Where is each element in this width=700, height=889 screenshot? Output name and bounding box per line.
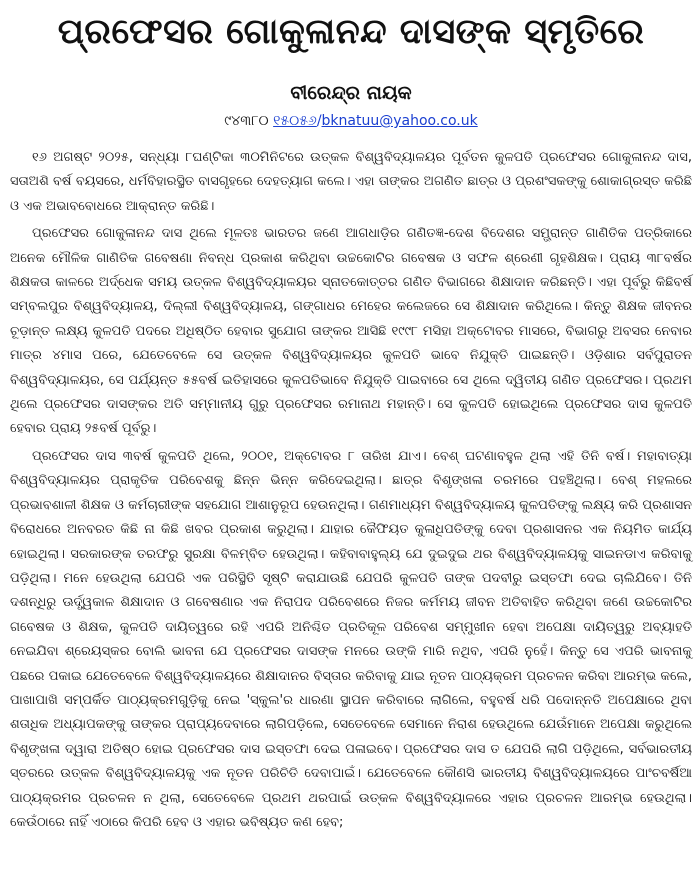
phone-number-part2: ୧୫୦୫୬ — [273, 113, 317, 129]
paragraph-2: ପ୍ରଫେସର ଗୋକୁଳାନନ୍ଦ ଦାସ ଥିଲେ ମୂଳତଃ ଭାରତର ଜଣେ ଆଗଧାଡ଼ିର ଗଣିତଜ୍ଞ-ଦେଶ ବିଦେଶର ସମ୍ଭ୍ରାନ୍ତ ଗାଣିତିକ ପତ୍ରିକାରେ ଅନେକ ମୌଳିକ ଗାଣିତିକ ଗବେଷଣା ନିବନ୍ଧ ପ୍ରକାଶ କରିଥିବା ଉଚ୍ଚକୋଟିର ଗବେଷକ ଓ ସଫଳ ଶ୍ରେଣୀ ଗୃହଶିକ୍ଷକ। ପ୍ରାୟ ୩୮ବର୍ଷର ଶିକ୍ଷକତା କାଳରେ ଅର୍ଦ୍ଧେକ ସମୟ ଉତ୍କଳ ବିଶ୍ୱବିଦ୍ୟାଳୟର ସ୍ନାତକୋତ୍ତର ଗଣିତ ବିଭାଗରେ ଶିକ୍ଷାଦାନ କରିଛନ୍ତି। ଏହା ପୂର୍ବରୁ କିଛିବର୍ଷ ସମ୍ବଲପୁର ବିଶ୍ୱବିଦ୍ୟାଳୟ, ଦିଲ୍ଲୀ ବିଶ୍ୱବିଦ୍ୟାଳୟ, ଗଙ୍ଗାଧର ମେହେର କଲେଜରେ ସେ ଶିକ୍ଷାଦାନ କରିଥିଲେ। କିନ୍ତୁ ଶିକ୍ଷକ ଜୀବନର ଚୂଡ଼ାନ୍ତ ଲକ୍ଷ୍ୟ କୁଳପତି ପଦରେ ଅଧିଷ୍ଠିତ ହେବାର ସୁଯୋଗ ତାଙ୍କର ଆସିଛି ୧୯୯୮ ମସିହା ଅକ୍ଟୋବର ମାସରେ, ବିଭାଗରୁ ଅବସର ନେବାର ମାତ୍ର ୪ମାସ ପରେ, ଯେତେବେଳେ ସେ ଉତ୍କଳ ବିଶ୍ୱବିଦ୍ୟାଳୟର କୁଳପତି ଭାବେ ନିଯୁକ୍ତି ପାଇଛନ୍ତି। ଓଡ଼ିଶାର ସର୍ବପୁରାତନ ବିଶ୍ୱବିଦ୍ୟାଳୟର, ସେ ପର୍ଯ୍ୟନ୍ତ ୫୫ବର୍ଷ ଇତିହାସରେ କୁଳପତିଭାବେ ନିଯୁକ୍ତି ପାଇବାରେ ସେ ଥିଲେ ଦ୍ୱିତୀୟ ଗଣିତ ପ୍ରଫେସର। ପ୍ରଥମ ଥିଲେ ପ୍ରଫେସର ଦାସଙ୍କର ଅତି ସମ୍ମାନୀୟ ଗୁରୁ ପ୍ରଫେସର ରମାନାଥ ମହାନ୍ତି। ସେ କୁଳପତି ହୋଇଥିଲେ ପ୍ରଫେସର ଦାସ କୁଳପତି ହେବାର ପ୍ରାୟ ୨୫ବର୍ଷ ପୂର୍ବରୁ। — [10, 226, 692, 437]
author-email-link[interactable]: bknatuu@yahoo.co.uk — [321, 113, 478, 129]
author-contact — [10, 110, 692, 132]
phone-number-part1: ୯୪୩୮୦ — [224, 113, 269, 129]
paragraph-3: ପ୍ରଫେସର ଦାସ ୩ବର୍ଷ କୁଳପତି ଥିଲେ, ୨୦୦୧, ଅକ୍ଟୋବର ୮ ତାରିଖ ଯାଏ। ବେଶ୍ ଘଟଣାବହୁଳ ଥିଲା ଏହି ତିନି ବର୍ଷ। ମହାବାତ୍ୟା ବିଶ୍ୱବିଦ୍ୟାଳୟର ପ୍ରାକୃତିକ ପରିବେଶକୁ ଛିନ୍ନ ଭିନ୍ନ କରିଦେଇଥିଲା। ଛାତ୍ର ବିଶୃଙ୍ଖଳା ଚରମରେ ପହଞ୍ଚିଥିଲା। ବେଶ୍ ମହଲରେ ପ୍ରଭାବଶାଳୀ ଶିକ୍ଷକ ଓ କର୍ମଚାରୀଙ୍କ ସହଯୋଗ ଆଶାନୁରୂପ ହେଉନଥିଲା। ଗଣମାଧ୍ୟମ ବିଶ୍ୱବିଦ୍ୟାଳୟ କୁଳପତିଙ୍କୁ ଲକ୍ଷ୍ୟ କରି ପ୍ରଶାସନ ବିରୋଧରେ ଅନବରତ କିଛି ନା କିଛି ଖବର ପ୍ରକାଶ କରୁଥିଲା। ଯାହାର କୈଫିୟତ କୁଳାଧିପତିଙ୍କୁ ଦେବା ପ୍ରଶାସନର ଏକ ନିୟମିତ କାର୍ଯ୍ୟ ହୋଇଥିଲା। ସରକାରଙ୍କ ତରଫରୁ ସୁରକ୍ଷା ବିଳମ୍ବିତ ହେଉଥିଲା। କହିବାବାହୁଲ୍ୟ ଯେ ଦୁଇଦୁଇ ଥର ବିଶ୍ୱବିଦ୍ୟାଳୟକୁ ସାଇନଡାଏ କରିବାକୁ ପଡ଼ିଥିଲା। ମନେ ହେଉଥିଲା ଯେପରି ଏକ ପରିସ୍ଥିତି ସୃଷ୍ଟି କରାଯାଉଛି ଯେପରି କୁଳପତି ତାଙ୍କ ପଦବୀରୁ ଇସ୍ତଫା ଦେଇ ଚାଲିଯିବେ। ତିନି ଦଶନ୍ଧିରୁ ଊର୍ଦ୍ଧ୍ୱକାଳ ଶିକ୍ଷାଦାନ ଓ ଗବେଷଣାର ଏକ ନିରାପଦ ପରିବେଶରେ ନିଜର କର୍ମମୟ ଜୀବନ ଅତିବାହିତ କରିଥିବା ଜଣେ ଉଚ୍ଚକୋଟିର ଗବେଷକ ଓ ଶିକ୍ଷକ, କୁଳପତି ଦାୟିତ୍ୱରେ ରହି ଏପରି ଅନିଶ୍ଚିତ ପ୍ରତିକୂଳ ପରିବେଶ ସମ୍ମୁଖୀନ ହେବା ଅପେକ୍ଷା ଦାୟିତ୍ୱରୁ ଅବ୍ୟାହତି ନେଇଯିବା ଶ୍ରେୟସ୍କର ବୋଲି ଭାବନା ଯେ ପ୍ରଫେସର ଦାସଙ୍କ ମନରେ ଉଙ୍କି ମାରି ନଥିବ, ଏପରି ନୁହେଁ। କିନ୍ତୁ ସେ ଏପରି ଭାବନାକୁ ପଛରେ ପକାଇ ଯେତେବେଳେ ବିଶ୍ୱବିଦ୍ୟାଳୟରେ ଶିକ୍ଷାଦାନର ବିସ୍ତାର କରିବାକୁ ଯାଇ ନୂତନ ପାଠ୍ୟକ୍ରମ ପ୍ରଚଳନ କରିବା ଆରମ୍ଭ କଲେ, ପାଖାପାଖି ସମ୍ପର୍କିତ ପାଠ୍ୟକ୍ରମଗୁଡ଼ିକୁ ନେଇ 'ସ୍କୁଲ'ର ଧାରଣା ସ୍ଥାପନ କରିବାରେ ଲାଗିଲେ, ବହୁବର୍ଷ ଧରି ପଦୋନ୍ନତି ଅପେକ୍ଷାରେ ଥିବା ଶତାଧିକ ଅଧ୍ୟାପକଙ୍କୁ ତାଙ୍କର ପ୍ରାପ୍ୟଦେବାରେ ଲାଗିପଡ଼ିଲେ, ସେତେବେଳେ ସେମାନେ ନିରାଶ ହେଉଥିଲେ ଯେଉଁମାନେ ଅପେକ୍ଷା କରୁଥିଲେ ବିଶୃଙ୍ଖଳା ଦ୍ୱାରା ଅତିଷ୍ଠ ହୋଇ ପ୍ରଫେସର ଦାସ ଇସ୍ତଫା ଦେଇ ପଳାଇବେ। ପ୍ରଫେସର ଦାସ ତ ଯେପରି ଲାଗି ପଡ଼ିଥିଲେ, ସର୍ବଭାରତୀୟ ସ୍ତରରେ ଉତ୍କଳ ବିଶ୍ୱବିଦ୍ୟାଳୟକୁ ଏକ ନୂତନ ପରିଚିତି ଦେବାପାଇଁ। ଯେତେବେଳେ କୌଣସି ଭାରତୀୟ ବିଶ୍ୱବିଦ୍ୟାଳୟରେ ପାଂଚବର୍ଷିଆ ପାଠ୍ୟକ୍ରମର ପ୍ରଚଳନ ନ ଥିଲା, ସେତେବେଳେ ପ୍ରଥମ ଥରପାଇଁ ଉତ୍କଳ ବିଶ୍ୱବିଦ୍ୟାଳରେ ଏହାର ପ୍ରଚଳନ ଆରମ୍ଭ ହେଉଥିଲା। କେଉଁଠାରେ ନାହିଁ ଏଠାରେ କିପରି ହେବ ଓ ଏହାର ଭବିଷ୍ୟତ କଣ ହେବ; — [10, 448, 693, 830]
contact-separator: / — [316, 113, 322, 129]
article-body — [10, 146, 692, 835]
author-name: ବୀରେନ୍ଦ୍ର ନାୟକ — [290, 82, 412, 104]
paragraph-1: ୧୬ ଅଗଷ୍ଟ ୨୦୨୫, ସନ୍ଧ୍ୟା ୮ଘଣ୍ଟିକା ୩୦ମିନିଟରେ ଉତ୍କଳ ବିଶ୍ୱବିଦ୍ୟାଳୟର ପୂର୍ବତନ କୁଳପତି ପ୍ରଫେସର ଗୋକୁଳାନନ୍ଦ ଦାସ, ସତାଅଶି ବର୍ଷ ବୟସରେ, ଧର୍ମବିହାରସ୍ଥିତ ବାସଗୃହରେ ଦେହତ୍ୟାଗ କଲେ। ଏହା ତାଙ୍କର ଅଗଣିତ ଛାତ୍ର ଓ ପ୍ରଶଂସକଙ୍କୁ ଶୋକାଗ୍ରସ୍ତ କରିଛି ଓ ଏକ ଅଭାବବୋଧରେ ଆକ୍ରାନ୍ତ କରିଛି। — [10, 150, 692, 214]
article-title: ପ୍ରଫେସର ଗୋକୁଳାନନ୍ଦ ଦାସଙ୍କ ସ୍ମୃତିରେ — [57, 12, 645, 52]
